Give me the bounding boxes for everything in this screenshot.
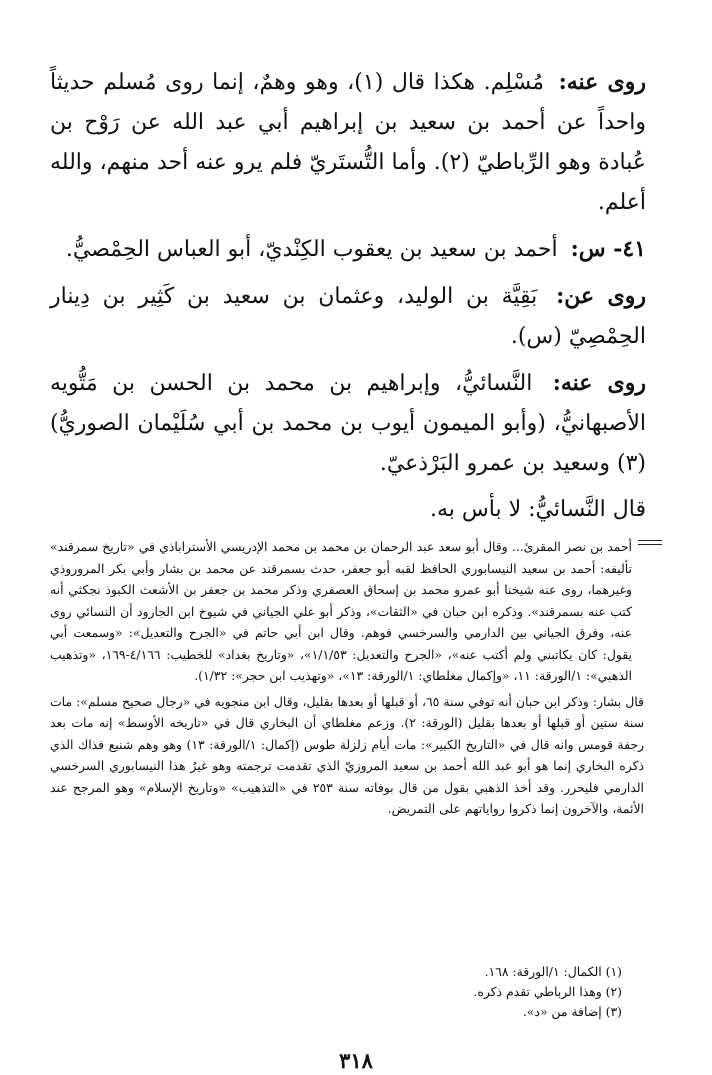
paragraph-lead: روى عن: <box>556 283 646 309</box>
paragraph-narrated-from-him-2 <box>50 363 662 484</box>
entry-number: ٤١- س: <box>570 236 646 262</box>
paragraph-text: بَقِيَّة بن الوليد، وعثمان بن سعيد بن كَثِير بن دِينار الحِمْصِيّ (س). <box>50 284 646 349</box>
paragraph-narrated-from <box>50 276 662 357</box>
paragraph-narrated-from-him <box>50 62 662 223</box>
note-continued: أحمد بن نصر المقرئ... وقال أبو سعد عبد الرحمان بن محمد بن محمد الإدريسي الأستراباذي في «تاريخ سمرقند» تأليفه: أحمد بن سعيد النيسابوري الحافظ لقبه أبو جعفر، حدث بسمرقند عن محمد بن بشار وأبي بكر المروروذي وغيرهما، روى عنه شيخنا أبو عمرو محمد بن إسحاق العصفري وذكر محمد بن جعفر بن الأشعث الكبوذ نجكثي أنه كتب عنه بسمرقند». وذكره ابن حبان في «الثقات»، وذكر أبو علي الجياني في شيوخ ابن الجارود أن النسائي روى عنه، وفرق الجياني بين الدارمي والسرخسي فوهم. وقال ابن أبي حاتم في «الجرح والتعديل»: «وسمعت أبي يقول: كان يكاتبني ولم أكتب عنه»، «الجرح والتعديل: ١/١/٥٣»، «وتاريخ بغداد» للخطيب: ٤/١٦٦-١٦٩، «وتذهيب الذهبي»: ١/الورقة: ١١، «وإكمال مغلطاي: ١/الورقة: ١٣»، «وتهذيب ابن حجر»: ١/٣٢). <box>50 539 632 683</box>
editor-notes <box>50 536 662 824</box>
book-page <box>50 62 662 1073</box>
paragraph-lead: روى عنه: <box>552 370 646 396</box>
paragraph-text: مُسْلِم. هكذا قال (١)، وهو وهمٌ، إنما روى مُسلم حديثاً واحداً عن أحمد بن سعيد بن إبراهيم أبي عبد الله عن رَوْح بن عُبادة وهو الرِّباطيّ (٢). وأما التُّستَريّ فلم يرو عنه أحد منهم، والله أعلم. <box>50 70 646 215</box>
note-bashar: قال بشار: وذكر ابن حبان أنه توفي سنة ٦٥، أو قبلها أو بعدها بقليل، وقال ابن منجويه في «رجال صحيح مسلم»: مات سنة ستين أو قبلها أو بعدها بقليل (الورقة: ٢). وزعم مغلطاي أن البخاري قال في «تاريخه الأوسط» إنه مات بعد رجفة قومس وانه قال في «التاريخ الكبير»: مات أيام زلزلة طوس (إكمال: ١/الورقة: ١٣) وهو وهم شنيع فذاك الذي ذكره البخاري إنما هو أبو عبد الله أحمد بن سعيد المروزيّ الذي تقدمت ترجمته وهو غيرُ هذا النيسابوري السرخسي الدارمي فليحرر. وقد أخذ الذهبي بقول من قال بوفاته سنة ٢٥٣ في «التذهيب» «وتاريخ الإسلام» وهو المرجح عند الأئمة، والآخرون إنما ذكروا رواياتهم على التمريض. <box>50 693 644 816</box>
paragraph-lead: روى عنه: <box>558 69 646 95</box>
main-text <box>50 62 662 530</box>
entry-name: أحمد بن سعيد بن يعقوب الكِنْديّ، أبو العباس الحِمْصيُّ. <box>65 237 558 262</box>
footnote-item: (٢) وهذا الرباطي تقدم ذكره. <box>473 984 622 999</box>
footnote-item: (٣) إضافة من «د». <box>522 1004 622 1019</box>
page-number: ٣١٨ <box>339 1048 373 1073</box>
paragraph-text: النَّسائيُّ، وإبراهيم بن محمد بن الحسن بن مَتُّويه الأصبهانيُّ، (وأبو الميمون أيوب بن محمد بن أبي سُلَيْمان الصوريُّ) (٣) وسعيد بن عمرو البَرْذعيّ. <box>50 371 646 476</box>
paragraph-nasai-verdict <box>50 490 662 530</box>
entry-heading <box>50 229 662 270</box>
paragraph-text: قال النَّسائيُّ: لا بأس به. <box>430 497 646 522</box>
footnotes <box>473 962 622 1022</box>
footnote-item: (١) الكمال: ١/الورقة: ١٦٨. <box>484 964 622 979</box>
